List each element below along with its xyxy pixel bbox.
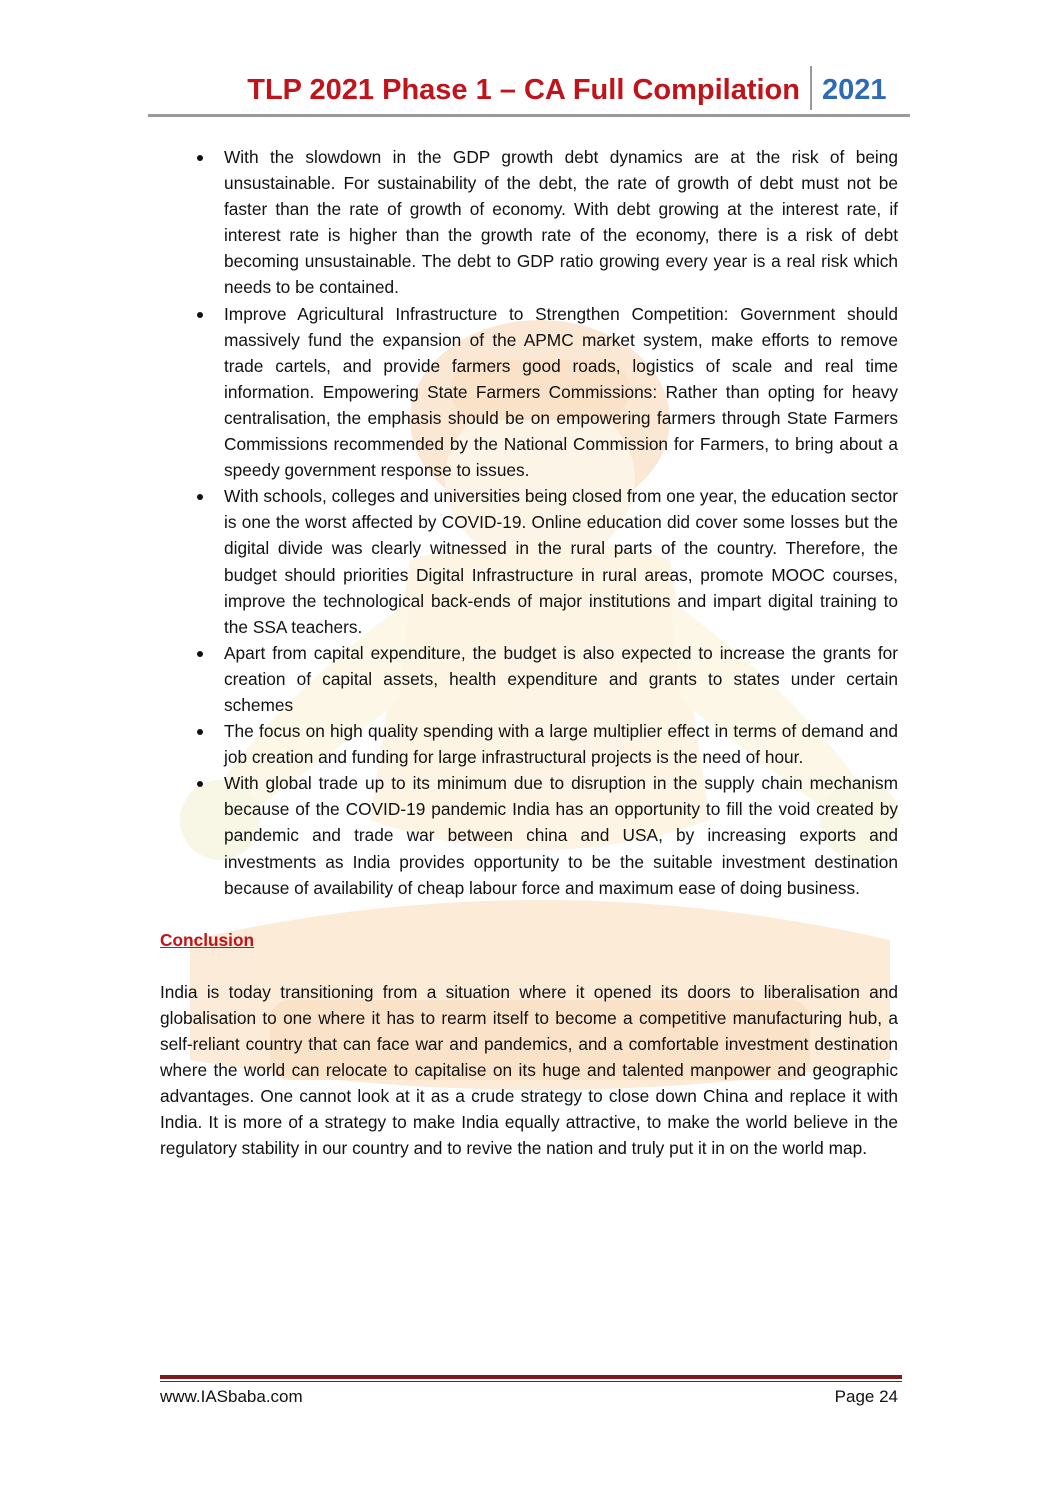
bullet-item [160,483,898,640]
bullet-item [160,640,898,718]
page-content [160,144,898,1161]
footer-page-number: Page 24 [834,1387,898,1406]
footer-website: www.IASbaba.com [160,1387,303,1406]
conclusion-heading: Conclusion [160,929,255,950]
bullet-icon [197,494,203,500]
bullet-text: With schools, colleges and universities being closed from one year, the education sector is one the worst affected by COVID-19. Online education did cover some losses but the digital divide was clearly witnessed in the rural parts of the country. Therefore, the budget should priorities Digital Infrastructure in rural areas, promote MOOC courses, improve the technological back-ends of major institutions and impart digital training to the SSA teachers. [224,486,898,637]
bullet-icon [197,155,203,161]
header-divider [810,66,812,110]
bullet-list [160,144,898,901]
page-header [0,66,1058,122]
header-rule [148,114,910,117]
bullet-item [160,144,898,301]
header-title: TLP 2021 Phase 1 – CA Full Compilation [247,74,800,106]
bullet-text: The focus on high quality spending with a large multiplier effect in terms of demand and job creation and funding for large infrastructural projects is the need of hour. [224,721,898,768]
conclusion-paragraph: India is today transitioning from a situation where it opened its doors to liberalisation and globalisation to one where it has to rearm itself to become a competitive manufacturing hub, a self-reliant country that can face war and pandemics, and a comfortable investment destination where the world can relocate to capitalise on its huge and talented manpower and geographic advantages. One cannot look at it as a crude strategy to close down China and replace it with India. It is more of a strategy to make India equally attractive, to make the world believe in the regulatory stability in our country and to revive the nation and truly put it in on the world map. [160,981,898,1159]
bullet-icon [197,651,203,657]
bullet-icon [197,729,203,735]
bullet-icon [197,781,203,787]
footer-rule-thick [160,1375,902,1379]
bullet-item [160,718,898,770]
bullet-text: Improve Agricultural Infrastructure to Strengthen Competition: Government should massively fund the expansion of the APMC market system, make efforts to remove trade cartels, and provide farmers good roads, logistics of scale and real time information. Empowering State Farmers Commissions: Rather than opting for heavy centralisation, the emphasis should be on empowering farmers through State Farmers Commissions recommended by the National Commission for Farmers, to bring about a speedy government response to issues. [224,303,898,481]
bullet-text: With the slowdown in the GDP growth debt dynamics are at the risk of being unsustainable. For sustainability of the debt, the rate of growth of debt must not be faster than the rate of growth of economy. With debt growing at the interest rate, if interest rate is higher than the growth rate of the economy, there is a risk of debt becoming unsustainable. The debt to GDP ratio growing every year is a real risk which needs to be contained. [224,147,898,298]
footer-rule-thin [160,1381,902,1382]
bullet-item [160,770,898,900]
bullet-item [160,301,898,484]
header-year: 2021 [822,74,887,106]
bullet-icon [197,312,203,318]
bullet-text: With global trade up to its minimum due to disruption in the supply chain mechanism because of the COVID-19 pandemic India has an opportunity to fill the void created by pandemic and trade war between china and USA, by increasing exports and investments as India provides opportunity to be the suitable investment destination because of availability of cheap labour force and maximum ease of doing business. [224,773,898,898]
bullet-text: Apart from capital expenditure, the budget is also expected to increase the grants for creation of capital assets, health expenditure and grants to states under certain schemes [224,642,898,715]
